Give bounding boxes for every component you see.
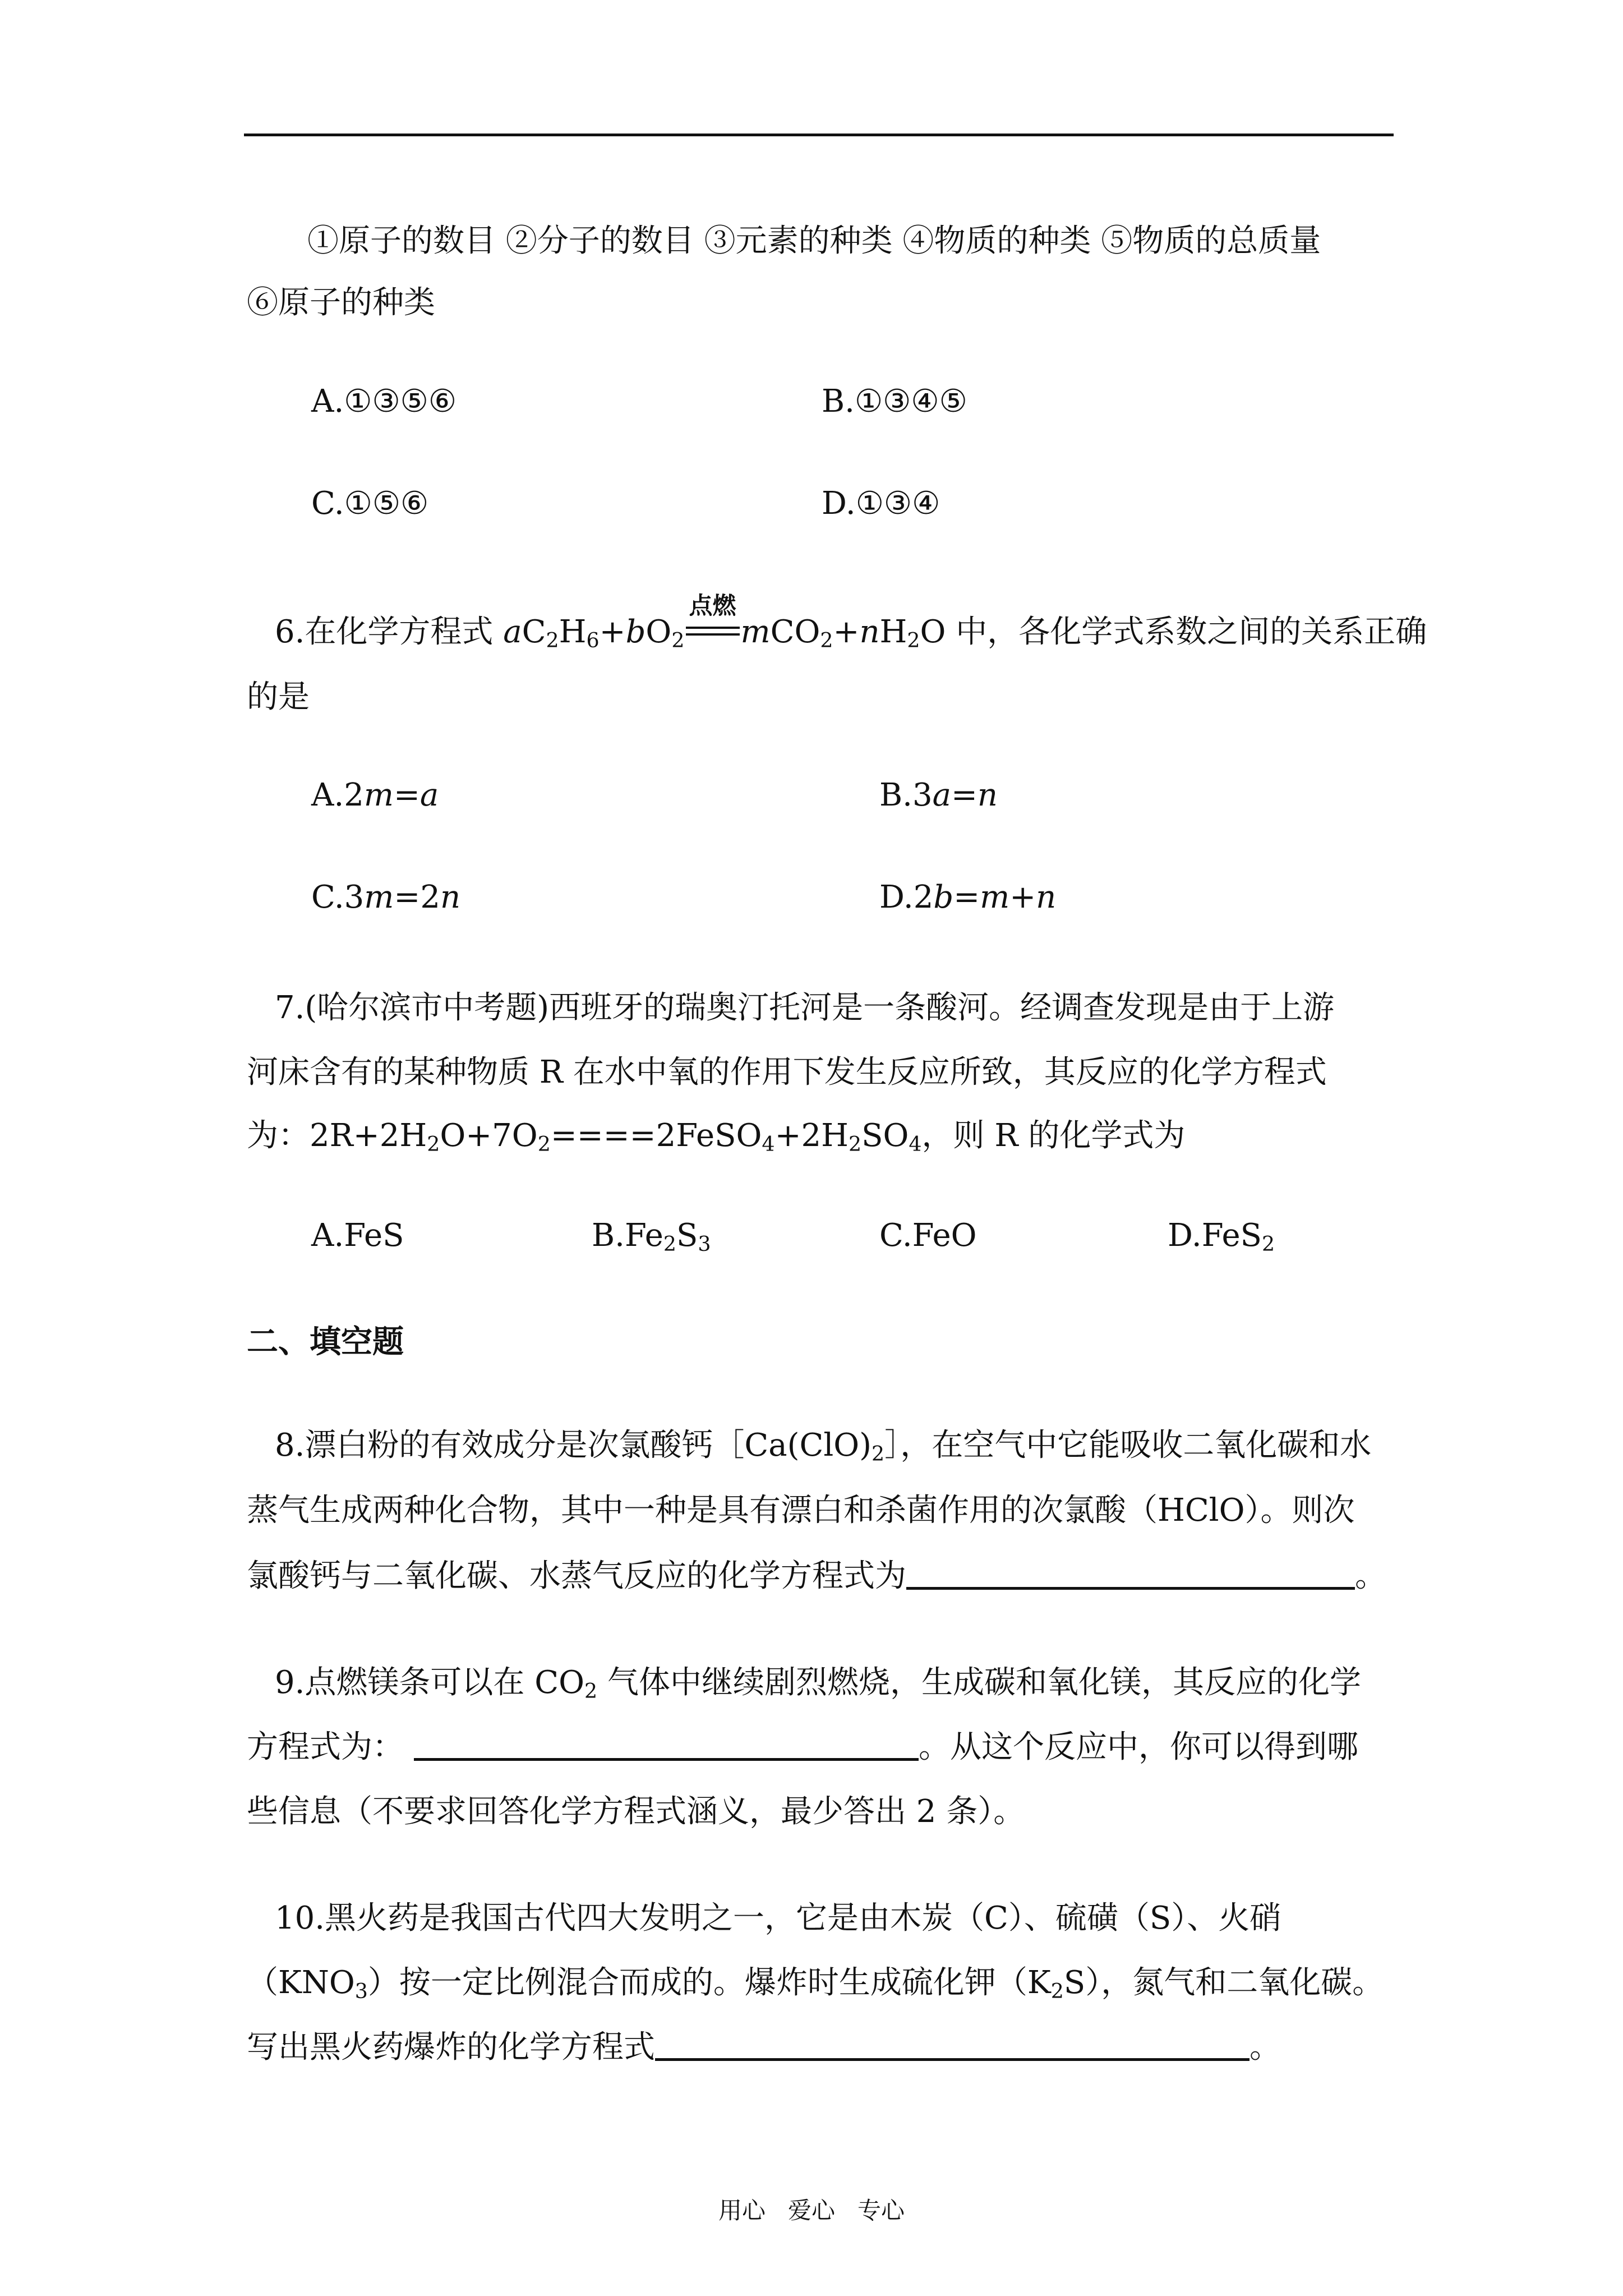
q5-option-c: C.①⑤⑥ [311, 485, 429, 522]
q7-line3: 为：$2R+2H_2O+7O_2====2FeSO_4+2H_2SO_4$，则 R 的化学式为 [247, 1117, 1186, 1157]
q6-option-a: A.2m=a [311, 777, 439, 813]
q5-option-b: B.①③④⑤ [822, 383, 967, 420]
q8-line3: 氯酸钙与二氧化碳、水蒸气反应的化学方程式为 。 [247, 1558, 1386, 1594]
q7-line2: 河床含有的某种物质 R 在水中氧的作用下发生反应所致，其反应的化学方程式 [247, 1054, 1327, 1091]
q9-answer-blank[interactable] [414, 1736, 919, 1761]
q7-line1: 7.(哈尔滨市中考题)西班牙的瑞奥汀托河是一条酸河。经调查发现是由于上游 [275, 990, 1335, 1026]
q10-line2: $(KNO_3)$按一定比例混合而成的。爆炸时生成硫化钾$(K_2S)$，氮气和二氧化碳。 [247, 1964, 1384, 2004]
q6-option-b: B.3a=n [879, 777, 998, 813]
q8-line2: 蒸气生成两种化合物，其中一种是具有漂白和杀菌作用的次氯酸（HClO）。则次 [247, 1492, 1355, 1529]
q7-option-b: $B.Fe_2S_3$ [592, 1217, 711, 1257]
q9-line3: 些信息（不要求回答化学方程式涵义，最少答出 2 条）。 [247, 1793, 1025, 1830]
q6-option-d: D.2b=m+n [879, 879, 1057, 915]
q5-items-line2: ⑥原子的种类 [247, 284, 435, 321]
q6-line1: 6.在化学方程式 $aC_2H_6+bO_2$ 点燃 $mCO_2+nH_2O$ 中，各化学式系数之间的关系正确 [275, 592, 1427, 653]
q9-line2: 方程式为： 。从这个反应中，你可以得到哪 [247, 1729, 1358, 1765]
q7-option-d: D.FeS$_2$ [1168, 1217, 1275, 1257]
q6-option-c: C.3m=2n [311, 879, 461, 915]
q9-line1: 9.点燃镁条可以在 $CO_2$ 气体中继续剧烈燃烧，生成碳和氧化镁，其反应的化学 [275, 1664, 1361, 1704]
q10-line3: 写出黑火药爆炸的化学方程式 。 [247, 2029, 1281, 2065]
header-rule [244, 134, 1394, 136]
q10-answer-blank[interactable] [655, 2036, 1249, 2061]
section-title: 二、填空题 [247, 1324, 404, 1360]
q5-option-d: D.①③④ [822, 485, 940, 522]
q8-answer-blank[interactable] [906, 1565, 1355, 1590]
q10-line1: 10.黑火药是我国古代四大发明之一，它是由木炭（C）、硫磺（S）、火硝 [275, 1900, 1281, 1936]
q8-line1: 8.漂白粉的有效成分是次氯酸钙$[Ca(ClO)_2]$，在空气中它能吸收二氧化碳和水 [275, 1427, 1372, 1466]
q5-items-line1: ①原子的数目 ②分子的数目 ③元素的种类 ④物质的种类 ⑤物质的总质量 [307, 223, 1321, 259]
page-footer: 用心 爱心 专心 [718, 2197, 905, 2224]
q7-option-a: A.FeS [311, 1217, 404, 1254]
q6-line2: 的是 [247, 679, 310, 715]
q5-option-a: A.①③⑤⑥ [311, 383, 457, 420]
reaction-condition: 点燃 [685, 620, 741, 642]
q7-option-c: C.FeO [879, 1217, 977, 1254]
